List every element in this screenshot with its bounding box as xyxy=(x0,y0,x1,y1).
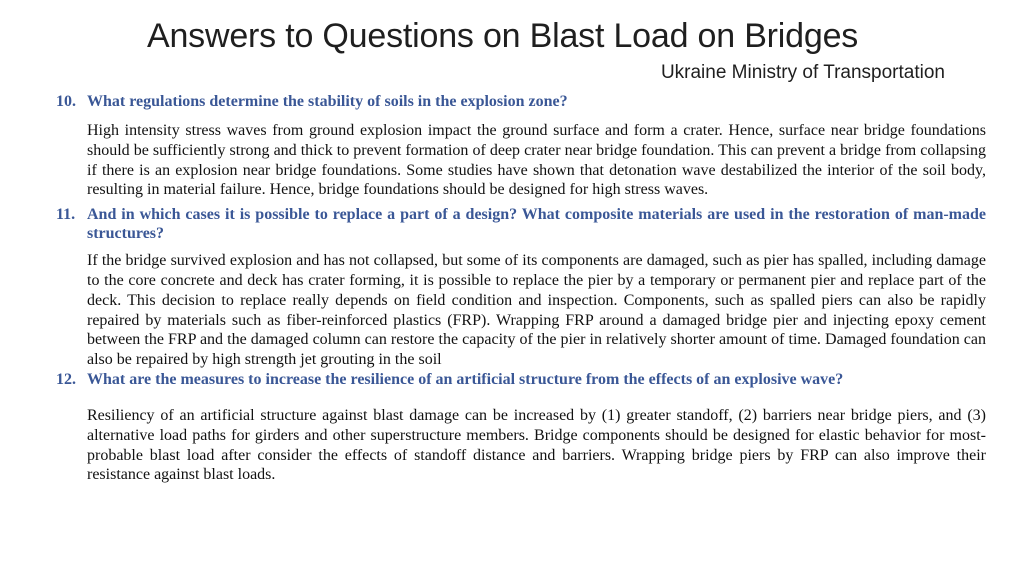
question-number: 10. xyxy=(56,93,76,110)
slide-subtitle: Ukraine Ministry of Transportation xyxy=(660,62,945,83)
slide-title: Answers to Questions on Blast Load on Bridges xyxy=(147,17,859,55)
question-11 xyxy=(56,205,986,243)
question-number: 11. xyxy=(56,206,76,224)
answer-11: If the bridge survived explosion and has not collapsed, but some of its components are damaged, such as pier has spalled, including damage to the core concrete and deck has crater forming, it is possible to replace the pier by a temporary or permanent pier and replace part of the deck. This decision to replace really depends on field condition and inspection. Components, such as spalled piers can also be rapidly repaired by materials such as fiber-reinforced plastics (FRP). Wrapping FRP around a damaged bridge pier and injecting epoxy cement between the FRP and the damaged column can restore the capacity of the pier in relatively shorter amount of time. Damaged foundation can also be repaired by high strength jet grouting in the soil xyxy=(87,252,986,369)
question-text: And in which cases it is possible to replace a part of a design? What composite materials are used in the restoration of man-made structures? xyxy=(87,206,986,243)
question-number: 12. xyxy=(56,370,76,388)
question-text: What regulations determine the stability of soils in the explosion zone? xyxy=(87,93,568,110)
answer-12: Resiliency of an artificial structure against blast damage can be increased by (1) greater standoff, (2) barriers near bridge piers, and (3) alternative load paths for girders and other superstructure members. Bridge components should be designed for elastic behavior for most-probable blast load after consider the effects of standoff distance and barriers. Wrapping bridge piers by FRP can also improve their resistance against blast loads. xyxy=(87,406,986,484)
question-text: What are the measures to increase the resilience of an artificial structure from the effects of an explosive wave? xyxy=(87,370,844,388)
qa-item-11 xyxy=(56,205,986,370)
qa-item-12 xyxy=(56,372,986,485)
qa-item-10 xyxy=(56,92,986,200)
question-10 xyxy=(56,92,986,111)
question-12 xyxy=(56,372,986,388)
answer-10: High intensity stress waves from ground explosion impact the ground surface and form a crater. Hence, surface near bridge foundations should be sufficiently strong and thick to prevent formation of deep crater near bridge foundation. This can prevent a bridge from collapsing if there is an explosion near bridge foundations. Some studies have shown that detonation wave destabilized the interior of the soil body, resulting in material failure. Hence, bridge foundations should be designed for high stress waves. xyxy=(87,122,986,199)
qa-list xyxy=(56,92,986,485)
